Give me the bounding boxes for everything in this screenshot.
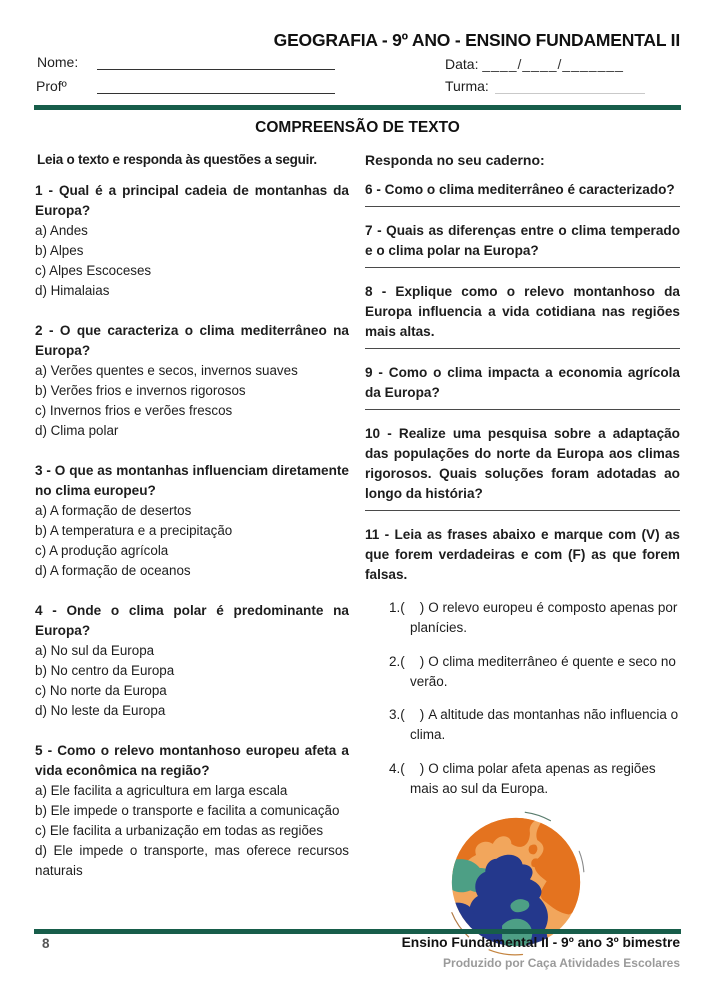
option-a: a) Ele facilita a agricultura em larga escala (35, 782, 288, 798)
answer-parentheses: ( ) (400, 600, 425, 615)
item-number: 2. (389, 653, 401, 669)
answer-parentheses: ( ) (400, 760, 425, 776)
answer-blank-line (365, 409, 680, 410)
question-text: 4 - Onde o clima polar é predominante na Europa? (35, 602, 349, 638)
option-c: c) A produção agrícola (35, 542, 169, 558)
question-7 (365, 221, 680, 268)
question-10 (365, 424, 680, 511)
prof-label: Profº (36, 78, 67, 94)
option-c: c) Ele facilita a urbanização em todas as regiões (35, 822, 324, 838)
item-text: O clima polar afeta apenas as regiões mais ao sul da Europa. (410, 760, 656, 796)
answer-blank-line (365, 267, 680, 268)
option-a: a) Verões quentes e secos, invernos suaves (35, 362, 298, 378)
question-text: 2 - O que caracteriza o clima mediterrâneo na Europa? (35, 322, 349, 358)
option-a: a) No sul da Europa (35, 642, 155, 658)
class-label: Turma: (445, 78, 489, 94)
true-false-item-2 (389, 652, 680, 692)
item-number: 4. (389, 760, 401, 776)
option-d: d) Clima polar (35, 422, 119, 438)
option-c: c) Alpes Escoceses (35, 262, 152, 278)
question-4 (35, 601, 349, 721)
answer-parentheses: ( ) (400, 707, 425, 722)
date-label: Data: (445, 56, 479, 72)
header (35, 30, 680, 110)
right-column-heading: Responda no seu caderno: (365, 151, 545, 168)
footer-credit-text: Produzido por Caça Atividades Escolares (443, 956, 680, 970)
item-text: O clima mediterrâneo é quente e seco no verão. (410, 653, 676, 689)
question-text: 11 - Leia as frases abaixo e marque com (V) as que forem verdadeiras e com (F) as que forem falsas. (365, 526, 680, 582)
date-blank-line: ____/____/_______ (482, 56, 624, 72)
header-divider (34, 105, 681, 110)
true-false-item-1 (389, 598, 680, 638)
left-column-heading: Leia o texto e responda às questões a seguir. (37, 151, 317, 167)
true-false-list (389, 598, 680, 799)
option-b: b) Verões frios e invernos rigorosos (35, 382, 246, 398)
date-field (445, 56, 624, 72)
option-d: d) No leste da Europa (35, 702, 166, 718)
question-5 (35, 741, 349, 881)
footer-divider (34, 929, 681, 934)
class-field (445, 78, 645, 94)
section-title: COMPREENSÃO DE TEXTO (255, 118, 460, 136)
question-text: 9 - Como o clima impacta a economia agrícola da Europa? (365, 364, 680, 400)
question-1 (35, 181, 349, 301)
footer-edition-text: Ensino Fundamental II - 9º ano 3º bimestre (401, 935, 680, 950)
item-text: O relevo europeu é composto apenas por planícies. (410, 600, 678, 635)
option-c: c) Invernos frios e verões frescos (35, 402, 233, 418)
true-false-item-3 (389, 705, 680, 745)
question-text: 10 - Realize uma pesquisa sobre a adaptação das populações do norte da Europa aos climas rigorosos. Quais soluções foram adotadas ao longo da história? (365, 425, 680, 501)
question-text: 3 - O que as montanhas influenciam diretamente no clima europeu? (35, 462, 349, 498)
question-11 (365, 525, 680, 585)
question-text: 5 - Como o relevo montanhoso europeu afeta a vida econômica na região? (35, 742, 349, 778)
question-text: 1 - Qual é a principal cadeia de montanhas da Europa? (35, 182, 349, 218)
header-fields (35, 53, 680, 99)
answer-blank-line (365, 510, 680, 511)
item-text: A altitude das montanhas não influencia o clima. (410, 707, 679, 742)
option-c: c) No norte da Europa (35, 682, 167, 698)
left-column (35, 150, 349, 961)
option-b: b) Ele impede o transporte e facilita a comunicação (35, 802, 340, 818)
option-d: d) Himalaias (35, 282, 110, 298)
question-9 (365, 363, 680, 410)
item-number: 3. (389, 707, 401, 722)
answer-blank-line (365, 206, 680, 207)
option-b: b) Alpes (35, 242, 84, 258)
answer-blank-line (365, 348, 680, 349)
document-title: GEOGRAFIA - 9º ANO - ENSINO FUNDAMENTAL II (273, 30, 680, 50)
page-number: 8 (42, 936, 50, 951)
worksheet-body (35, 150, 680, 961)
name-label: Nome: (37, 54, 79, 70)
prof-blank-line (97, 93, 335, 94)
question-2 (35, 321, 349, 441)
question-text: 6 - Como o clima mediterrâneo é caracterizado? (365, 181, 675, 197)
name-blank-line (97, 69, 335, 70)
right-column (365, 150, 680, 961)
item-number: 1. (389, 600, 401, 615)
question-6 (365, 180, 680, 207)
option-d: d) A formação de oceanos (35, 562, 191, 578)
option-d: d) Ele impede o transporte, mas oferece recursos naturais (35, 842, 349, 878)
option-b: b) No centro da Europa (35, 662, 175, 678)
option-a: a) Andes (35, 222, 88, 238)
question-8 (365, 282, 680, 349)
question-3 (35, 461, 349, 581)
question-text: 7 - Quais as diferenças entre o clima temperado e o clima polar na Europa? (365, 222, 680, 258)
option-a: a) A formação de desertos (35, 502, 192, 518)
class-blank-line (495, 79, 645, 94)
option-b: b) A temperatura e a precipitação (35, 522, 233, 538)
true-false-item-4 (389, 759, 680, 799)
answer-parentheses: ( ) (400, 653, 425, 669)
question-text: 8 - Explique como o relevo montanhoso da Europa influencia a vida cotidiana nas regiões mais altas. (365, 283, 680, 339)
